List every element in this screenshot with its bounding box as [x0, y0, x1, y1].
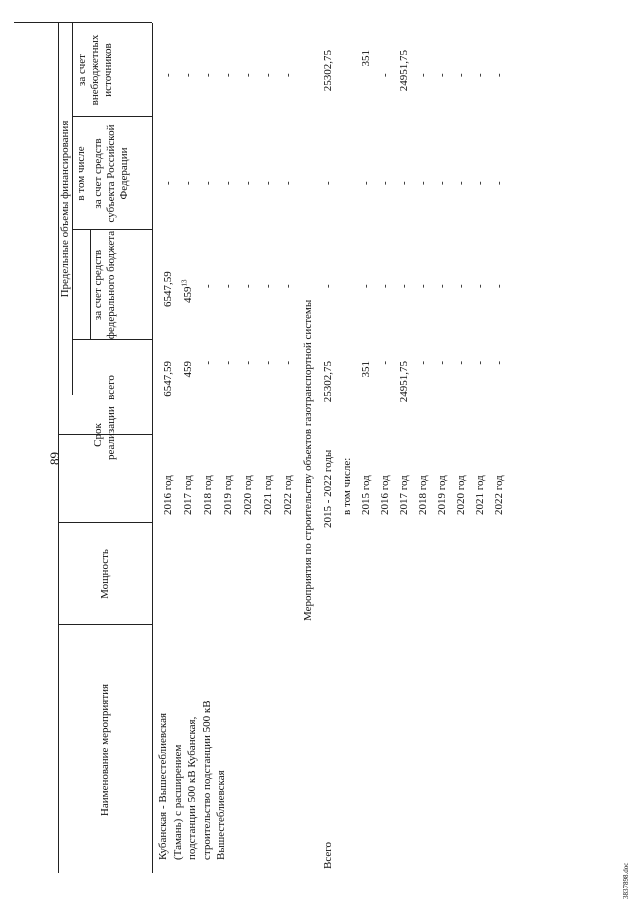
extra-cell: - — [262, 73, 274, 77]
regional-cell: - — [282, 181, 294, 185]
col-divider-name — [58, 624, 152, 625]
regional-cell: - — [222, 181, 234, 185]
period-cell: 2021 год — [474, 475, 486, 515]
regional-cell: - — [493, 181, 505, 185]
total-cell: - — [242, 361, 254, 365]
period-cell: 2016 год — [379, 475, 391, 515]
extra-cell: - — [242, 73, 254, 77]
total-cell: - — [222, 361, 234, 365]
project-name-line: подстанции 500 кВ Кубанская, — [186, 716, 198, 860]
total-cell: - — [474, 361, 486, 365]
period-cell: 2022 год — [493, 475, 505, 515]
total-cell: - — [493, 361, 505, 365]
summary-label: Всего — [322, 842, 334, 869]
regional-cell: - — [398, 181, 410, 185]
page-number: 89 — [47, 452, 62, 465]
including-header-rule — [90, 230, 91, 340]
regional-cell: - — [202, 181, 214, 185]
summary-period: 2015 - 2022 годы — [322, 449, 334, 528]
period-cell: 2022 год — [282, 475, 294, 515]
including-label: в том числе: — [341, 457, 353, 515]
period-cell: 2018 год — [417, 475, 429, 515]
period-cell: 2015 год — [360, 475, 372, 515]
extra-cell: - — [417, 73, 429, 77]
regional-cell: - — [436, 181, 448, 185]
project-name-line: строительство подстанции 500 кВ — [200, 700, 213, 860]
section-title: Мероприятия по строительству объектов газотранспортной системы — [302, 299, 314, 621]
file-footer: 3837898.doc — [622, 862, 630, 899]
col-divider-capacity — [58, 522, 152, 523]
total-cell: 24951,75 — [398, 361, 410, 403]
period-cell: 2017 год — [398, 475, 410, 515]
total-cell: - — [455, 361, 467, 365]
federal-cell: - — [436, 284, 448, 288]
extra-cell: 24951,75 — [398, 50, 410, 92]
col-header-funding: Предельные объемы финансирования — [59, 120, 71, 298]
federal-cell: - — [222, 284, 234, 288]
total-cell: - — [202, 361, 214, 365]
total-cell: - — [379, 361, 391, 365]
period-cell: 2018 год — [202, 475, 214, 515]
total-cell: - — [262, 361, 274, 365]
federal-cell — [182, 280, 195, 304]
extra-cell: - — [379, 73, 391, 77]
extra-cell: - — [455, 73, 467, 77]
federal-cell: - — [360, 284, 372, 288]
summary-regional: - — [322, 181, 334, 185]
col-header-total: всего — [105, 375, 117, 400]
project-name-line: Кубанская - Вышестеблиевская — [157, 712, 169, 860]
extra-cell: 351 — [360, 50, 372, 67]
extra-cell: - — [282, 73, 294, 77]
federal-cell: - — [202, 284, 214, 288]
federal-cell: - — [398, 284, 410, 288]
period-cell: 2019 год — [222, 475, 234, 515]
total-cell: 459 — [182, 361, 194, 378]
extra-cell: - — [436, 73, 448, 77]
col-header-name: Наименование мероприятия — [99, 683, 111, 817]
regional-cell: - — [379, 181, 391, 185]
federal-cell: 6547,59 — [162, 271, 174, 307]
federal-cell: - — [282, 284, 294, 288]
period-cell: 2019 год — [436, 475, 448, 515]
summary-federal: - — [322, 284, 334, 288]
regional-cell: - — [182, 181, 194, 185]
extra-cell: - — [182, 73, 194, 77]
federal-cell: - — [242, 284, 254, 288]
period-cell: 2021 год — [262, 475, 274, 515]
period-cell: 2016 год — [162, 475, 174, 515]
federal-cell: - — [474, 284, 486, 288]
period-label: Срок реализации — [92, 406, 117, 460]
federal-value: 459 — [182, 286, 194, 303]
total-cell: - — [282, 361, 294, 365]
extra-cell: - — [493, 73, 505, 77]
regional-cell: - — [417, 181, 429, 185]
col-header-federal: за счет средств федерального бюджета — [92, 230, 117, 340]
regional-cell: - — [162, 181, 174, 185]
project-name-line: Вышестеблиевская — [215, 770, 227, 860]
total-cell: 351 — [360, 361, 372, 378]
regional-cell: - — [262, 181, 274, 185]
summary-total: 25302,75 — [322, 361, 334, 403]
extra-cell: - — [222, 73, 234, 77]
regional-cell: - — [242, 181, 254, 185]
regional-cell: - — [360, 181, 372, 185]
footnote-ref: 13 — [180, 279, 189, 287]
total-cell: - — [417, 361, 429, 365]
col-header-extrabudget: за счет внебюджетных источников — [76, 34, 114, 106]
federal-cell: - — [379, 284, 391, 288]
regional-cell: - — [455, 181, 467, 185]
extra-cell: - — [474, 73, 486, 77]
federal-cell: - — [417, 284, 429, 288]
extra-cell: - — [162, 73, 174, 77]
extra-cell: - — [202, 73, 214, 77]
col-header-capacity: Мощность — [99, 549, 111, 599]
col-header-regional: за счет средств субъекта Российской Федерации — [92, 124, 130, 223]
federal-cell: - — [455, 284, 467, 288]
federal-cell: - — [262, 284, 274, 288]
regional-cell: - — [474, 181, 486, 185]
project-name-line: (Тамань) с расширением — [171, 744, 184, 860]
period-cell: 2020 год — [455, 475, 467, 515]
table-header-bottom-border — [152, 23, 153, 873]
total-cell: - — [436, 361, 448, 365]
project-name — [156, 700, 229, 860]
period-cell: 2020 год — [242, 475, 254, 515]
col-header-including: в том числе — [75, 146, 87, 201]
summary-extra: 25302,75 — [322, 50, 334, 92]
period-cell: 2017 год — [182, 475, 194, 515]
federal-cell: - — [493, 284, 505, 288]
total-cell: 6547,59 — [162, 361, 174, 397]
